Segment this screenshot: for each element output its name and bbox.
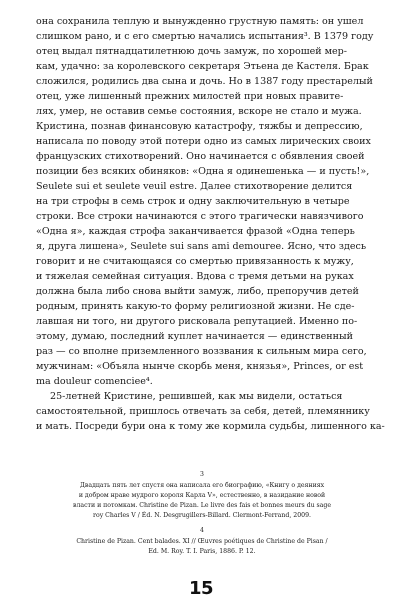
- text-line: Кристина, познав финансовую катастрофу, тяжбы и депрессию,: [36, 121, 363, 132]
- text-line: отец выдал пятнадцатилетнюю дочь замуж, по хорошей мер-: [36, 46, 348, 57]
- text-line: сложился, родились два сына и дочь. Но в 1387 году престарелый: [36, 76, 373, 87]
- text-line: и тяжелая семейная ситуация. Вдова с тремя детьми на руках: [36, 271, 354, 282]
- text-line: самостоятельной, пришлось отвечать за себя, детей, племяннику: [36, 406, 370, 417]
- footnote-line: и добром нраве мудрого короля Карла V», естественно, в назидание новой: [78, 492, 326, 499]
- text-line: «Одна я», каждая строфа заканчивается фразой «Одна теперь: [36, 226, 355, 237]
- text-line: кам, удачно: за королевского секретаря Этьена де Кастеля. Брак: [36, 61, 369, 72]
- text-line: лавшая ни того, ни другого рисковала репутацией. Именно по-: [36, 316, 358, 327]
- main-text: [36, 14, 385, 434]
- footnote-line: Двадцать пять лет спустя она написала его биографию, «Книгу о деяниях: [79, 482, 325, 489]
- text-line: я, друга лишена», Seulete sui sans ami demouree. Ясно, что здесь: [36, 241, 367, 252]
- text-line: и мать. Посреди бури она к тому же кормила судьбы, лишенного ка-: [36, 421, 385, 432]
- text-line: лях, умер, не оставив семье состояния, вскоре не стало и мужа.: [36, 106, 362, 117]
- footnote-line: Ed. M. Roy. T. I. Paris, 1886. P. 12.: [148, 548, 256, 555]
- text-line: написала по поводу этой потери одно из самых лирических своих: [36, 136, 371, 147]
- footnote-3: [44, 470, 360, 521]
- text-line: ma douleur comenciee⁴.: [36, 376, 153, 387]
- text-line: мужчинам: «Объяла нынче скорбь меня, князья», Princes, or est: [36, 361, 364, 372]
- text-line: отец, уже лишенный прежних милостей при новых правите-: [36, 91, 344, 102]
- footnote-4: [44, 526, 360, 557]
- footnotes: [44, 470, 360, 562]
- footnote-number: 3: [200, 471, 204, 478]
- text-line: должна была либо снова выйти замуж, либо, препоручив детей: [36, 286, 359, 297]
- page-number: 15: [188, 578, 214, 599]
- footnote-number: 4: [200, 527, 204, 534]
- footnote-line: власти и потомкам. Christine de Pizan. Le livre des fais et bonnes meurs du sage: [72, 502, 332, 509]
- text-line: этому, думаю, последний куплет начинается — единственный: [36, 331, 353, 342]
- footnote-line: roy Charles V / Éd. N. Desgrugillers-Billard. Clermont-Ferrand, 2009.: [93, 512, 311, 519]
- text-line: она сохранила теплую и вынужденно грустную память: он ушел: [36, 16, 364, 27]
- text-line: слишком рано, и с его смертью начались испытания³. В 1379 году: [36, 31, 374, 42]
- text-line: Seulete sui et seulete veuil estre. Далее стихотворение делится: [36, 181, 353, 192]
- text-line: родным, принять какую-то форму религиозной жизни. Не сде-: [36, 301, 355, 312]
- footnote-line: Christine de Pizan. Cent balades. XI // Œuvres poétiques de Christine de Pisan /: [76, 538, 328, 545]
- text-line: французских стихотворений. Оно начинается с обявления своей: [36, 151, 365, 162]
- text-line: раз — со вполне приземленного воззвания к сильным мира сего,: [36, 346, 367, 357]
- paragraph-start-line: 25-летней Кристине, решившей, как мы видели, остаться: [50, 391, 343, 402]
- text-line: говорит и не считающаяся со смертью привязанность к мужу,: [36, 256, 354, 267]
- text-line: позиции без всяких обиняков: «Одна я одинешенька — и пусть!»,: [36, 166, 370, 177]
- text-line: на три строфы в семь строк и одну заключительную в четыре: [36, 196, 350, 207]
- text-line: строки. Все строки начинаются с этого трагически навязчивого: [36, 211, 364, 222]
